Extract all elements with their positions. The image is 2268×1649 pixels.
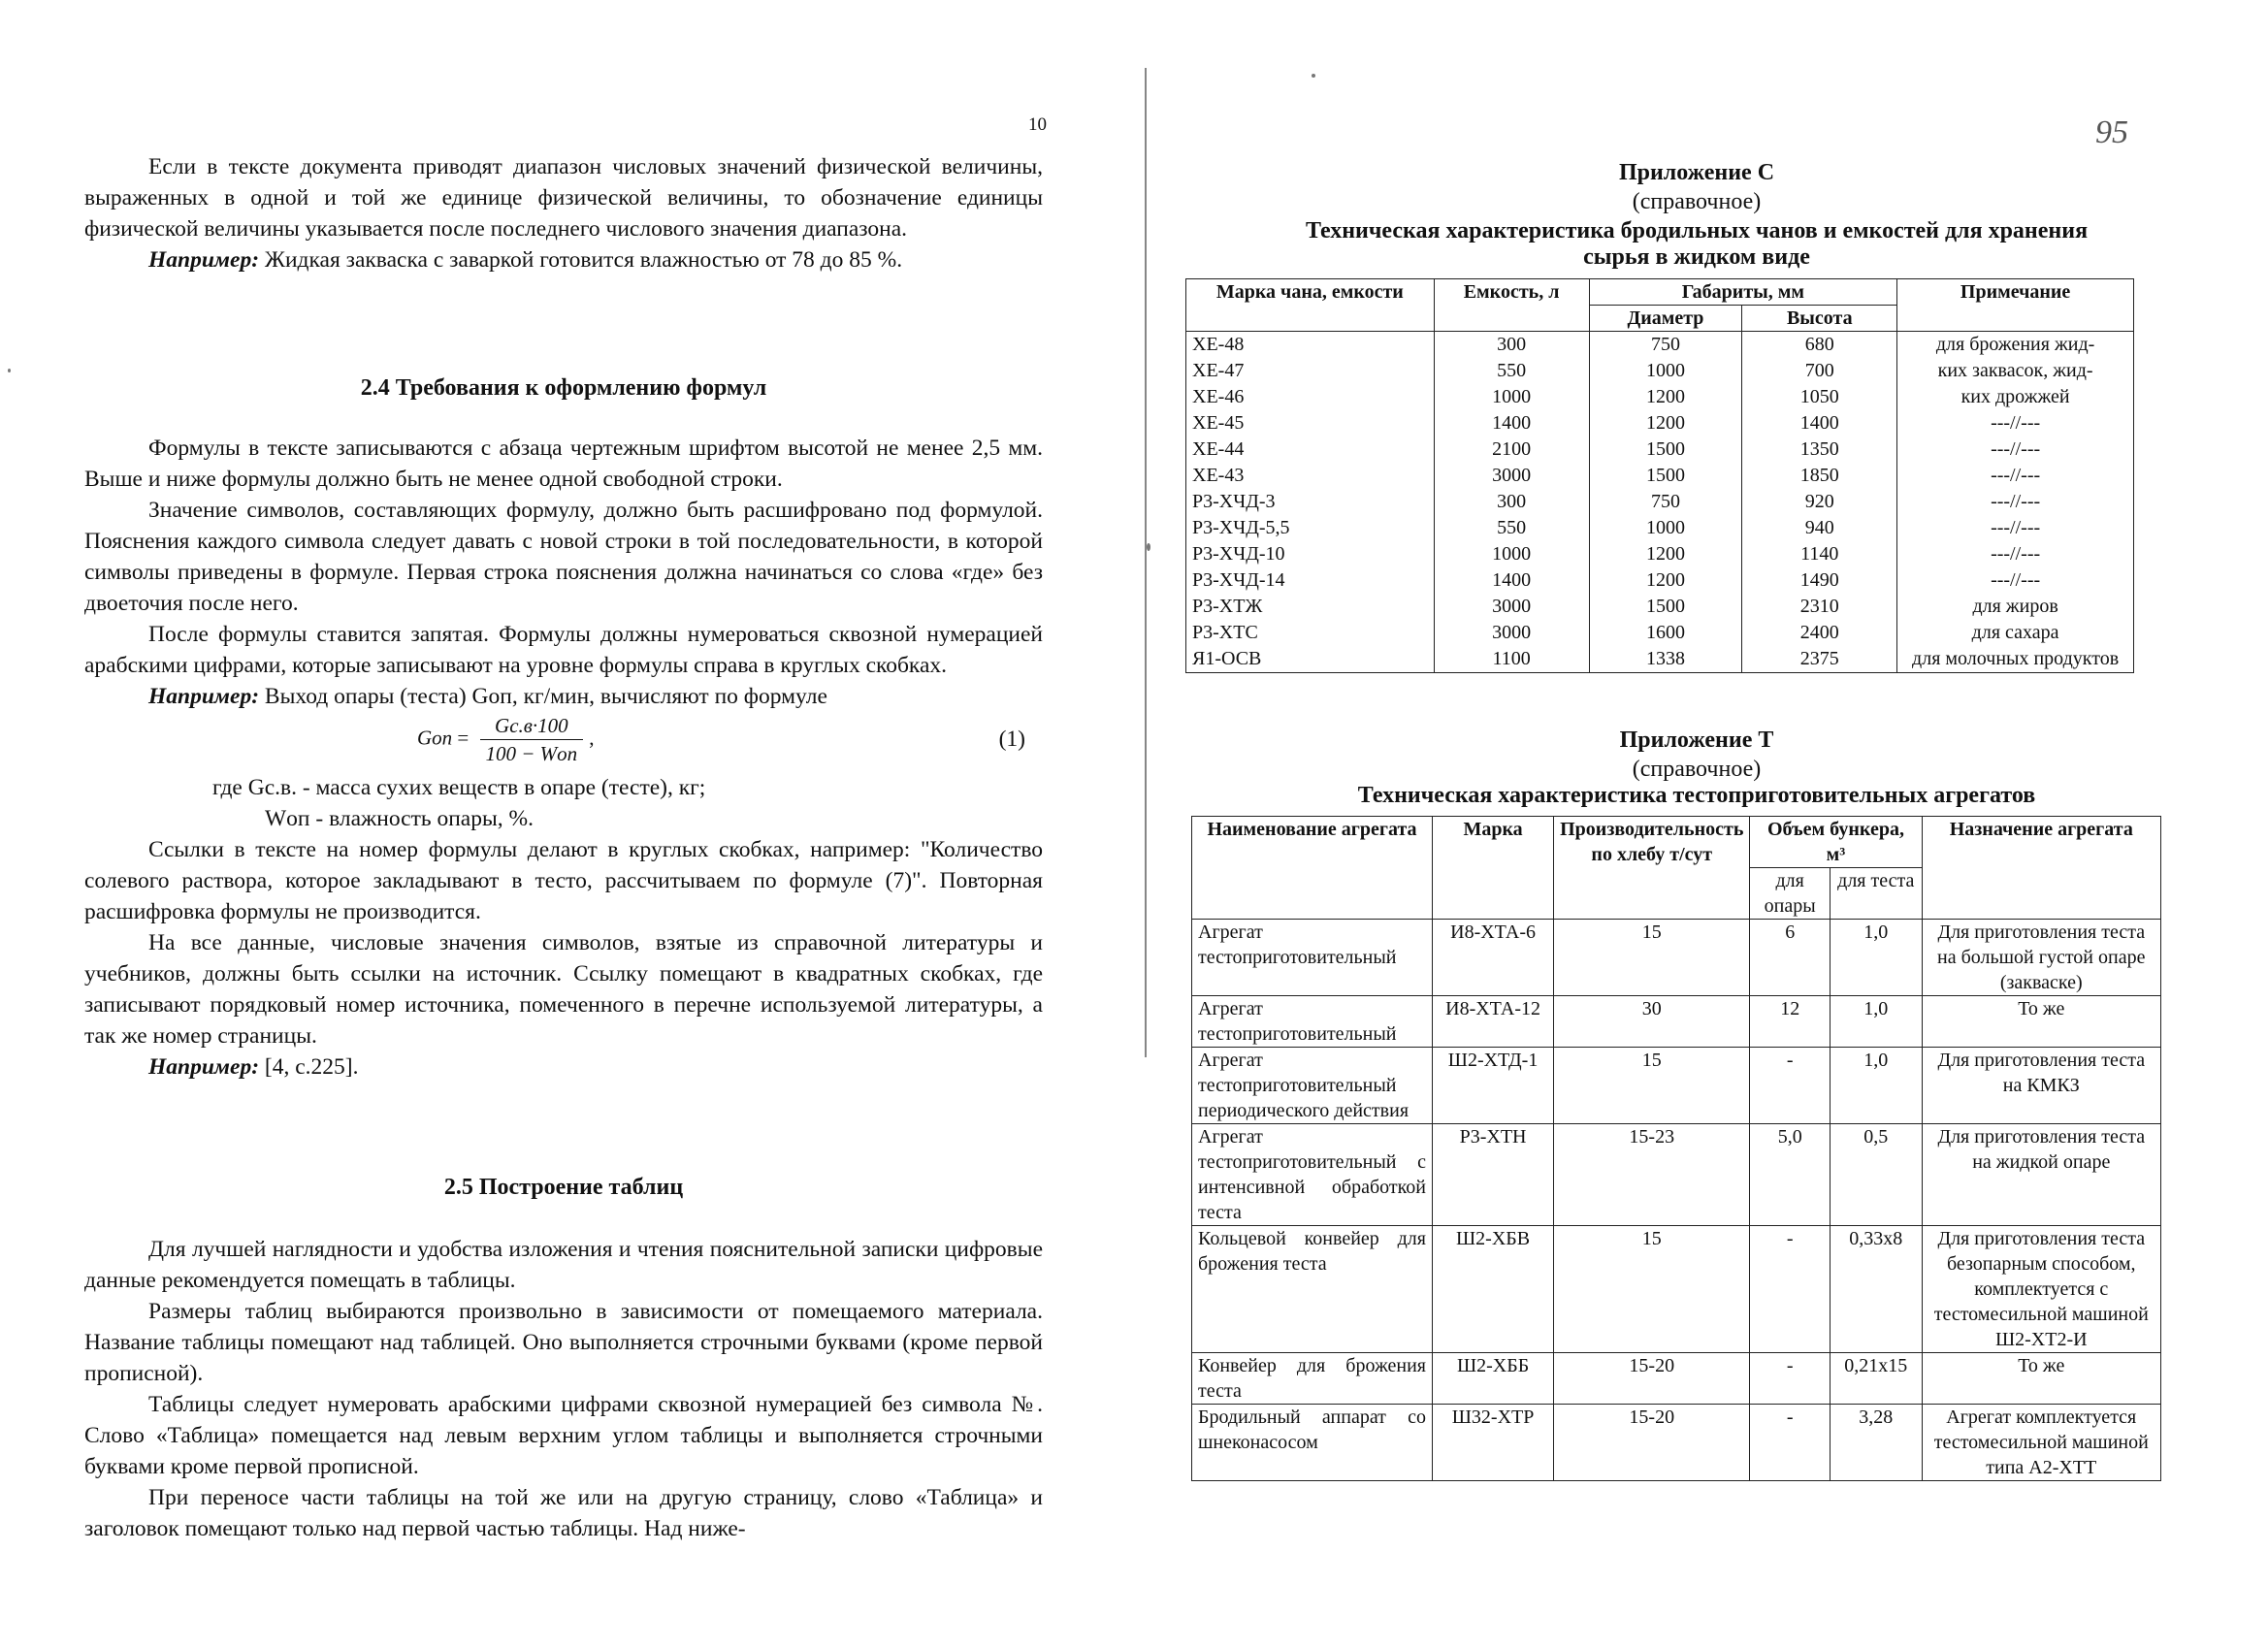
table-row [1192,920,2161,996]
table-cell: 1000 [1589,358,1742,384]
table-cell: 300 [1434,332,1589,359]
table-cell: Р3-ХТН [1433,1124,1554,1226]
header-capacity: Производительность по хлебу т/сут [1554,817,1750,920]
table-cell: 1000 [1434,541,1589,567]
table-cell: 1500 [1589,594,1742,620]
table-row [1192,1226,2161,1353]
table-cell: ---//--- [1897,515,2134,541]
table-cell: - [1750,1048,1831,1124]
table-row [1192,1353,2161,1405]
table-row [1186,384,2134,410]
table-cell: Для приготовления теста на большой густой опаре (закваске) [1922,920,2160,996]
table-cell: 1500 [1589,463,1742,489]
table-cell: 3000 [1434,594,1589,620]
table-cell: Ш2-ХББ [1433,1353,1554,1405]
table-cell: 12 [1750,996,1831,1048]
header-name: Наименование агрегата [1192,817,1433,920]
paragraph-range-rule: Если в тексте документа приводят диапазон числовых значений физической величины, выраженных в одной и той же единице физической величины, то обозначение единицы физической величины указывается после последнего числового значения диапазона. [84,154,1043,242]
table-cell: 1400 [1434,567,1589,594]
table-cell: Я1-ОСВ [1186,646,1435,673]
header-brand: Марка чана, емкости [1186,279,1435,332]
paragraph-example-2 [84,681,1043,712]
table-cell: Ш2-ХТД-1 [1433,1048,1554,1124]
left-page [0,0,1125,1649]
table-cell: 0,33х8 [1830,1226,1922,1353]
example-label: Например: [148,247,260,273]
scan-speck [8,369,11,372]
appendix-t-table [1191,816,2161,1481]
table-cell: 1100 [1434,646,1589,673]
table-cell: 3000 [1434,463,1589,489]
paragraph-symbols: Значение символов, составляющих формулу, должно быть расшифровано под формулой. Пояснения каждого символа следует давать с новой строки в той последовательности, в которой символы приведены в формуле. Первая строка пояснения должна начинаться со слова «где» без двоеточия после него. [84,498,1043,616]
table-cell: 300 [1434,489,1589,515]
table-cell: ХЕ-44 [1186,436,1435,463]
table-cell: И8-ХТА-12 [1433,996,1554,1048]
table-cell: 1600 [1589,620,1742,646]
appendix-t-title-block [1125,726,2268,807]
table-cell: Агрегат тестоприготовительный с интенсивной обработкой теста [1192,1124,1433,1226]
table-row [1186,515,2134,541]
table-row [1186,541,2134,567]
formula-number: (1) [998,727,1025,752]
table-cell: 1400 [1742,410,1897,436]
table-cell: 1338 [1589,646,1742,673]
table-cell: для жиров [1897,594,2134,620]
table-cell: 550 [1434,358,1589,384]
paragraph-example-1 [84,244,1043,275]
page-text-block-2 [84,433,1043,1083]
table-cell: 3000 [1434,620,1589,646]
table-cell: Агрегат комплектуется тестомесильной машиной типа А2-ХТТ [1922,1405,2160,1481]
table-cell: И8-ХТА-6 [1433,920,1554,996]
header-height: Высота [1742,306,1897,332]
header-hopper: Объем бункера, м³ [1750,817,1922,868]
table-cell: Р3-ХТЖ [1186,594,1435,620]
paragraph-formula-font: Формулы в тексте записываются с абзаца чертежным шрифтом высотой не менее 2,5 мм. Выше и ниже формулы должно быть не менее одной свободной строки. [84,436,1043,492]
table-cell: ХЕ-48 [1186,332,1435,359]
section-2-5 [84,1172,1043,1203]
table-cell: 1200 [1589,541,1742,567]
table-cell: Агрегат тестоприготовительный [1192,996,1433,1048]
header-purpose: Назначение агрегата [1922,817,2160,920]
table-cell: 1050 [1742,384,1897,410]
table-cell: 2400 [1742,620,1897,646]
formula-numerator: Gс.в·100 [480,712,584,740]
table-cell: - [1750,1405,1831,1481]
table-row [1186,594,2134,620]
table-row [1186,567,2134,594]
paragraph-sources: На все данные, числовые значения символов, взятые из справочной литературы и учебников, должны быть ссылки на источник. Ссылку помещают в квадратных скобках, где записывают порядковый номер источника, помеченного в перечне используемой литературы, а так же номер страницы. [84,930,1043,1049]
table-cell: Для приготовления теста на жидкой опаре [1922,1124,2160,1226]
table-row [1186,332,2134,359]
table-cell: 1000 [1434,384,1589,410]
table-cell: ХЕ-47 [1186,358,1435,384]
appendix-t-table-body [1192,920,2161,1481]
table-row [1186,646,2134,673]
table-cell: 940 [1742,515,1897,541]
header-for-dough: для теста [1830,868,1922,920]
table-cell: 550 [1434,515,1589,541]
table-cell: ких дрожжей [1897,384,2134,410]
appendix-t-subtitle: (справочное) [1632,757,1762,782]
table-row [1192,996,2161,1048]
formula-legend-2: Wоп - влажность опары, %. [265,806,534,831]
table-cell: Ш32-ХТР [1433,1405,1554,1481]
example-label: Например: [148,1054,260,1080]
table-cell: Агрегат тестоприготовительный [1192,920,1433,996]
table-row [1186,358,2134,384]
table-cell: Конвейер для брожения теста [1192,1353,1433,1405]
formula: Gоп = $\frac{Gс.в\cdot 100}{\text{100 − Wоп}}$ , [417,714,595,765]
handwritten-page-number: 95 [2095,114,2128,150]
paragraph-table-numbering: Таблицы следует нумеровать арабскими цифрами сквозной нумерацией без символа №. Слово «Таблица» помещается над левым верхним углом таблицы и выполняется строчными буквами кроме первой прописной. [84,1392,1043,1479]
table-cell: для молочных продуктов [1897,646,2134,673]
scan-speck [1147,543,1150,551]
table-cell: 1,0 [1830,1048,1922,1124]
table-cell: Агрегат тестоприготовительный периодического действия [1192,1048,1433,1124]
table-cell: 1000 [1589,515,1742,541]
table-cell: Ш2-ХБВ [1433,1226,1554,1353]
table-cell: 15-20 [1554,1353,1750,1405]
table-cell: 1500 [1589,436,1742,463]
table-cell: 920 [1742,489,1897,515]
section-heading-2-5: 2.5 Построение таблиц [443,1175,684,1200]
example-label: Например: [148,684,260,709]
table-cell: ---//--- [1897,463,2134,489]
table-cell: Р3-ХЧД-10 [1186,541,1435,567]
table-cell: 15 [1554,1048,1750,1124]
table-cell: 15 [1554,920,1750,996]
formula-comma: , [589,726,595,750]
table-cell: 680 [1742,332,1897,359]
appendix-c-caption-line2: сырья в жидком виде [1583,244,1810,270]
table-row [1186,489,2134,515]
table-row [1186,410,2134,436]
table-cell: Для приготовления теста безопарным способом, комплектуется с тестомесильной машиной Ш2-ХТ2-И [1922,1226,2160,1353]
table-cell: То же [1922,1353,2160,1405]
table-cell: Для приготовления теста на КМКЗ [1922,1048,2160,1124]
appendix-c-subtitle: (справочное) [1632,189,1762,214]
table-cell: 5,0 [1750,1124,1831,1226]
formula-lhs: Gоп [417,726,453,750]
example-text: [4, с.225]. [264,1054,359,1080]
table-cell: Р3-ХЧД-14 [1186,567,1435,594]
header-note: Примечание [1897,279,2134,332]
table-cell: ---//--- [1897,541,2134,567]
table-cell: 750 [1589,332,1742,359]
table-cell: ХЕ-46 [1186,384,1435,410]
table-cell: 15 [1554,1226,1750,1353]
appendix-t-title: Приложение Т [1619,728,1774,753]
scan-speck [1312,74,1315,78]
table-row [1186,620,2134,646]
table-cell: 30 [1554,996,1750,1048]
example-text: Жидкая закваска с заваркой готовится влажностью от 78 до 85 %. [264,247,903,273]
table-cell: Бродильный аппарат со шнеконасосом [1192,1405,1433,1481]
table-cell: 15-20 [1554,1405,1750,1481]
appendix-c-table-body [1186,332,2134,673]
header-for-sponge: для опары [1750,868,1831,920]
page-text-block-3 [84,1234,1043,1544]
table-cell: Р3-ХЧД-5,5 [1186,515,1435,541]
appendix-t-caption: Техническая характеристика тестоприготовительных агрегатов [1357,783,2036,808]
table-cell: 1200 [1589,567,1742,594]
table-cell: - [1750,1226,1831,1353]
header-dimensions: Габариты, мм [1589,279,1897,306]
table-cell: для сахара [1897,620,2134,646]
table-cell: 0,5 [1830,1124,1922,1226]
paragraph-numbering: После формулы ставится запятая. Формулы должны нумероваться сквозной нумерацией арабскими цифрами, которые записывают на уровне формулы справа в круглых скобках. [84,622,1043,678]
table-cell: ---//--- [1897,567,2134,594]
table-cell: 1350 [1742,436,1897,463]
table-cell: 1400 [1434,410,1589,436]
table-cell: 3,28 [1830,1405,1922,1481]
paragraph-table-size: Размеры таблиц выбираются произвольно в зависимости от помещаемого материала. Название таблицы помещают над таблицей. Оно выполняется строчными буквами (кроме первой прописной). [84,1299,1043,1386]
section-2-4 [84,372,1043,404]
formula-row [84,712,1043,772]
table-cell: ХЕ-45 [1186,410,1435,436]
table-row [1192,1405,2161,1481]
appendix-c-title-block [1125,158,2268,269]
section-heading-2-4: 2.4 Требования к оформлению формул [360,375,767,401]
table-cell: 0,21х15 [1830,1353,1922,1405]
table-cell: ---//--- [1897,436,2134,463]
table-cell: 1,0 [1830,920,1922,996]
table-cell: 1140 [1742,541,1897,567]
header-brand: Марка [1433,817,1554,920]
table-cell: ких заквасок, жид- [1897,358,2134,384]
table-cell: 2310 [1742,594,1897,620]
paragraph-example-3 [84,1051,1043,1083]
page-number: 10 [1028,114,1047,135]
page-text-block-1 [84,151,1043,275]
table-cell: 6 [1750,920,1831,996]
paragraph-tables-intro: Для лучшей наглядности и удобства изложения и чтения пояснительной записки цифровые данные рекомендуется помещать в таблицы. [84,1237,1043,1293]
formula-fraction [480,712,584,767]
header-capacity: Емкость, л [1434,279,1589,332]
example-text: Выход опары (теста) Gоп, кг/мин, вычисляют по формуле [264,684,827,709]
formula-legend-1: где Gс.в. - масса сухих веществ в опаре (тесте), кг; [212,775,706,800]
table-cell: ---//--- [1897,489,2134,515]
table-cell: 2375 [1742,646,1897,673]
table-row [1186,463,2134,489]
table-cell: Р3-ХЧД-3 [1186,489,1435,515]
table-cell: Кольцевой конвейер для брожения теста [1192,1226,1433,1353]
header-diameter: Диаметр [1589,306,1742,332]
table-cell: 700 [1742,358,1897,384]
table-cell: 750 [1589,489,1742,515]
table-cell: То же [1922,996,2160,1048]
table-cell: Р3-ХТС [1186,620,1435,646]
appendix-c-table [1185,278,2134,673]
table-cell: 1490 [1742,567,1897,594]
table-cell: 1850 [1742,463,1897,489]
table-cell: для брожения жид- [1897,332,2134,359]
table-row [1192,1048,2161,1124]
table-row [1192,1124,2161,1226]
table-cell: ХЕ-43 [1186,463,1435,489]
table-cell: 1200 [1589,410,1742,436]
table-row [1186,436,2134,463]
paragraph-formula-refs: Ссылки в тексте на номер формулы делают в круглых скобках, например: "Количество солевого раствора, которое закладывают в тесто, рассчитываем по формуле (7)". Повторная расшифровка формулы не производится. [84,837,1043,924]
paragraph-table-continuation: При переносе части таблицы на той же или на другую страницу, слово «Таблица» и заголовок помещают только над первой частью таблицы. Над ниже- [84,1485,1043,1541]
table-cell: 15-23 [1554,1124,1750,1226]
table-cell: 2100 [1434,436,1589,463]
formula-denominator: 100 − Wоп [485,742,578,765]
table-cell: 1200 [1589,384,1742,410]
appendix-c-caption-line1: Техническая характеристика бродильных чанов и емкостей для хранения [1305,218,2089,243]
table-cell: 1,0 [1830,996,1922,1048]
table-cell: ---//--- [1897,410,2134,436]
appendix-c-title: Приложение С [1618,160,1775,185]
right-page [1125,0,2268,1649]
table-cell: - [1750,1353,1831,1405]
